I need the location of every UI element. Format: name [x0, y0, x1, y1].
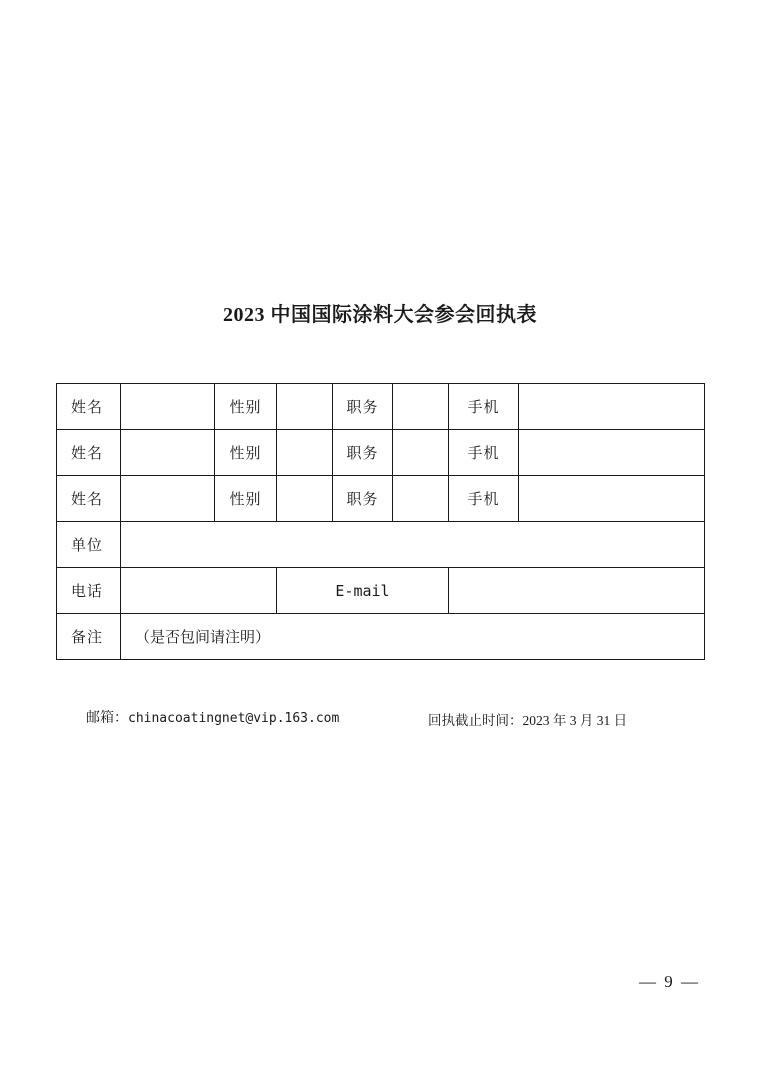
- input-name-3[interactable]: [121, 476, 215, 522]
- label-mobile-1: 手机: [449, 384, 519, 430]
- table-row: [57, 522, 705, 568]
- input-gender-2[interactable]: [277, 430, 333, 476]
- input-mobile-1[interactable]: [519, 384, 705, 430]
- input-email[interactable]: [449, 568, 705, 614]
- label-phone: 电话: [57, 568, 121, 614]
- input-name-2[interactable]: [121, 430, 215, 476]
- input-unit[interactable]: [121, 522, 705, 568]
- contact-email-line: [86, 707, 339, 727]
- label-position-3: 职务: [333, 476, 393, 522]
- table-row: [57, 384, 705, 430]
- label-unit: 单位: [57, 522, 121, 568]
- table-row: [57, 476, 705, 522]
- table-row: [57, 568, 705, 614]
- label-name-1: 姓名: [57, 384, 121, 430]
- input-gender-1[interactable]: [277, 384, 333, 430]
- label-gender-2: 性别: [215, 430, 277, 476]
- page-title: 2023 中国国际涂料大会参会回执表: [223, 304, 537, 326]
- input-name-1[interactable]: [121, 384, 215, 430]
- page-number: — 9 —: [639, 972, 700, 991]
- label-gender-1: 性别: [215, 384, 277, 430]
- contact-email-label: 邮箱：: [86, 711, 128, 726]
- input-position-2[interactable]: [393, 430, 449, 476]
- input-remark[interactable]: （是否包间请注明）: [121, 614, 705, 660]
- table-row: [57, 430, 705, 476]
- label-remark: 备注: [57, 614, 121, 660]
- input-phone[interactable]: [121, 568, 277, 614]
- input-position-3[interactable]: [393, 476, 449, 522]
- input-gender-3[interactable]: [277, 476, 333, 522]
- label-position-1: 职务: [333, 384, 393, 430]
- deadline-text: 回执截止时间：2023 年 3 月 31 日: [428, 713, 628, 728]
- label-name-3: 姓名: [57, 476, 121, 522]
- contact-email-value: chinacoatingnet@vip.163.com: [128, 711, 340, 726]
- table-row: [57, 614, 705, 660]
- label-position-2: 职务: [333, 430, 393, 476]
- label-name-2: 姓名: [57, 430, 121, 476]
- input-mobile-2[interactable]: [519, 430, 705, 476]
- label-mobile-2: 手机: [449, 430, 519, 476]
- input-mobile-3[interactable]: [519, 476, 705, 522]
- label-gender-3: 性别: [215, 476, 277, 522]
- label-email: E-mail: [277, 568, 449, 614]
- input-position-1[interactable]: [393, 384, 449, 430]
- registration-form-table: [56, 383, 705, 660]
- label-mobile-3: 手机: [449, 476, 519, 522]
